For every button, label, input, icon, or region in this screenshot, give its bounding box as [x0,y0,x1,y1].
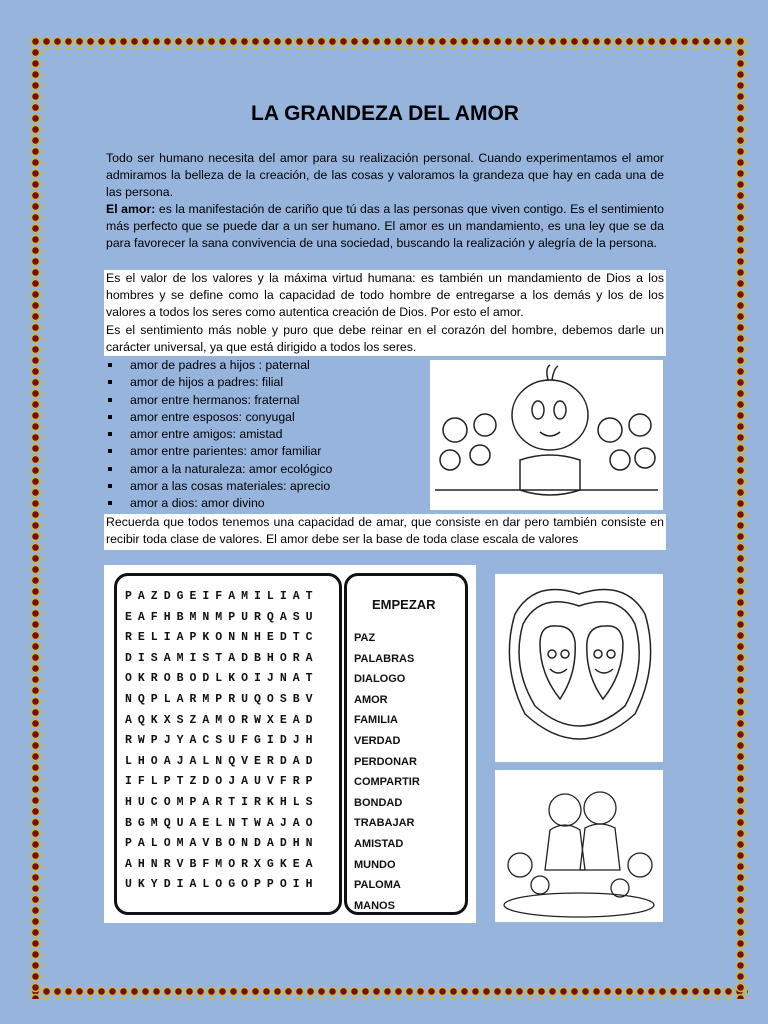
paragraph-intro: Todo ser humano necesita del amor para su realización personal. Cuando experimentamos el amor admiramos la belleza de la creación, de las cosas y valoramos la grandeza que hay en cada una de las persona. [106,151,664,199]
list-item: amor entre parientes: amor familiar [106,443,332,460]
wordsearch-word: PALOMA [354,879,401,892]
coloring-image-children [495,770,663,922]
wordsearch-row: PALOMAVBONDADHN [125,837,319,851]
paragraph-feeling: Es el sentimiento más noble y puro que debe reinar en el corazón del hombre, debemos darle un carácter universal, ya que está dirigido a todos los seres. [106,323,664,354]
page-title: LA GRANDEZA DEL AMOR [251,102,519,125]
recuerda-box [104,514,666,550]
definition-text: es la manifestación de cariño que tú das a las personas que viven contigo. Es el sentimiento más perfecto que se puede dar a un ser humano. El amor es un mandamiento, es una ley que se da para favorecer la sana convivencia de una sociedad, buscando la realización y alegría de la persona. [106,202,664,250]
wordsearch-row: RELIAPKONNHEDTC [125,631,319,645]
list-item: amor entre esposos: conyugal [106,409,332,426]
wordsearch-row: AQKXSZAMORWXEAD [125,713,319,727]
wordsearch-word: PERDONAR [354,755,417,768]
list-item: amor de padres a hijos : paternal [106,357,332,374]
list-item: amor a dios: amor divino [106,495,332,512]
list-item: amor a las cosas materiales: aprecio [106,478,332,495]
paragraph-values: Es el valor de los valores y la máxima virtud humana: es también un mandamiento de Dios a los hombres y se define como la capacidad de todo hombre de entregarse a los demás y los de los valores a todos los seres como autentica creación de Dios. Por esto el amor. [106,271,664,319]
children-drawing-icon [495,770,663,922]
wordsearch-word: FAMILIA [354,714,398,727]
values-box [104,270,666,356]
wordsearch-row: BGMQUAELNTWAJAO [125,816,319,830]
wordsearch-word: AMISTAD [354,837,404,850]
wordsearch-row: IFLPTZDOJAUVFRP [125,775,319,789]
hearts-drawing-icon [495,574,663,762]
wordsearch-word: AMOR [354,693,388,706]
wordsearch-word: PALABRAS [354,652,415,665]
wordsearch-word: PAZ [354,632,376,644]
list-item: amor entre amigos: amistad [106,426,332,443]
coloring-image-bird [430,360,663,510]
wordsearch-word: BONDAD [354,796,403,809]
wordsearch-row: PAZDGEIFAMILIAT [125,590,319,603]
wordsearch-row: NQPLARMPRUQOSBV [125,692,319,706]
love-types-list [106,357,332,513]
wordsearch-grid [125,587,319,896]
list-item: amor entre hermanos: fraternal [106,392,332,409]
bird-drawing-icon [430,360,663,510]
wordsearch-word: DIALOGO [354,673,406,686]
decorative-border-left [30,36,43,999]
wordsearch-row: RWPJYACSUFGIDJH [125,734,319,748]
coloring-image-hearts [495,574,663,762]
wordsearch-row: LHOAJALNQVERDAD [125,754,319,768]
wordsearch-row: UKYDIALOGOPPOIH [125,878,319,892]
wordsearch-word: MUNDO [354,858,396,871]
decorative-border-bottom [30,986,748,999]
wordsearch-header: EMPEZAR [372,597,436,612]
wordsearch-word: VERDAD [354,734,401,747]
wordsearch-row: DISAMISTADBHORA [125,651,319,665]
wordsearch-word: TRABAJAR [354,817,415,830]
wordsearch-word: MANOS [354,899,395,912]
wordsearch-word: COMPARTIR [354,776,420,789]
wordsearch-row: HUCOMPARTIRKHLS [125,795,319,809]
wordsearch-word-list [354,628,420,916]
paragraph-definition [106,201,664,252]
paragraph-recuerda: Recuerda que todos tenemos una capacidad de amar, que consiste en dar pero también consiste en recibir toda clase de valores. El amor debe ser la base de toda clase escala de valores [106,515,664,546]
list-item: amor a la naturaleza: amor ecológico [106,461,332,478]
wordsearch-row: AHNRVBFMORXGKEA [125,857,319,871]
list-item: amor de hijos a padres: filial [106,374,332,391]
wordsearch-row: EAFHBMNMPURQASU [125,610,319,624]
wordsearch-row: OKROBODLKOIJNAT [125,672,319,686]
definition-label: El amor: [106,202,156,216]
decorative-border-right [735,36,748,999]
decorative-border-top [30,36,748,49]
